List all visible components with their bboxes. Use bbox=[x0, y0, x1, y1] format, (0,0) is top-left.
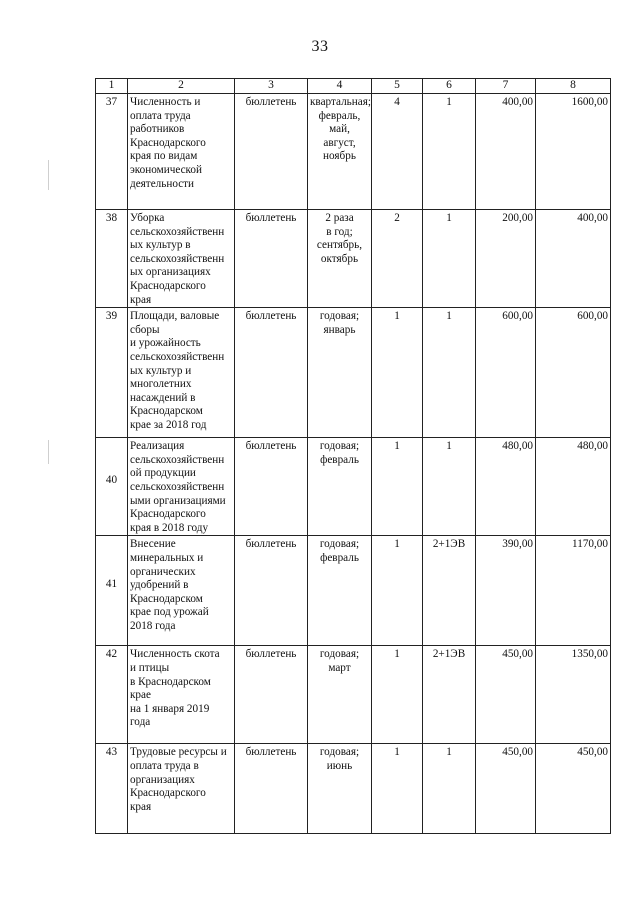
publication-name-line: минеральных и bbox=[130, 551, 204, 564]
issue-count: 2 bbox=[372, 210, 423, 308]
header-cell-8: 8 bbox=[536, 79, 611, 94]
publication-period-line: ноябрь bbox=[323, 150, 356, 163]
total-price: 480,00 bbox=[536, 438, 611, 536]
table-row bbox=[96, 744, 611, 834]
publication-name-line: сельскохозяйственн bbox=[130, 252, 225, 265]
publication-name-line: сельскохозяйственн bbox=[130, 350, 225, 363]
publication-name-line: края bbox=[130, 293, 152, 306]
publication-type: бюллетень bbox=[235, 438, 308, 536]
publication-period-line: февраль bbox=[320, 453, 359, 466]
table-row bbox=[96, 536, 611, 646]
table-header-row bbox=[96, 79, 611, 94]
header-cell-3: 3 bbox=[235, 79, 308, 94]
publication-period bbox=[308, 94, 372, 210]
publication-period-line: март bbox=[328, 661, 351, 674]
publication-period-line: сентябрь, bbox=[316, 239, 363, 252]
header-cell-2: 2 bbox=[128, 79, 235, 94]
publication-name-line: работников bbox=[130, 123, 185, 136]
row-number: 42 bbox=[96, 646, 128, 744]
publication-name-line: края по видам bbox=[130, 150, 198, 163]
publication-name-line: Численность и bbox=[130, 96, 201, 108]
publication-name-line: многолетних bbox=[130, 378, 192, 391]
publication-name-line: сельскохозяйственн bbox=[130, 453, 225, 466]
copies-count: 1 bbox=[423, 438, 476, 536]
publication-period-line: май, bbox=[329, 123, 350, 136]
total-price: 600,00 bbox=[536, 308, 611, 438]
publication-period-line: годовая; bbox=[319, 440, 360, 453]
total-price: 1350,00 bbox=[536, 646, 611, 744]
row-number: 39 bbox=[96, 308, 128, 438]
publication-period-line: февраль bbox=[320, 551, 359, 564]
publication-type: бюллетень bbox=[235, 94, 308, 210]
publication-type: бюллетень bbox=[235, 210, 308, 308]
issue-count: 1 bbox=[372, 744, 423, 834]
publication-type: бюллетень bbox=[235, 646, 308, 744]
publication-name-line: крае за 2018 год bbox=[130, 418, 207, 431]
row-number: 41 bbox=[96, 536, 128, 646]
publication-name-line: года bbox=[130, 716, 151, 729]
table-row bbox=[96, 210, 611, 308]
table-row bbox=[96, 438, 611, 536]
publication-name-line: Уборка bbox=[130, 212, 165, 224]
publication-name-line: Краснодарского bbox=[130, 136, 206, 149]
publication-name-line: Краснодарского bbox=[130, 279, 206, 292]
publication-name-line: сборы bbox=[130, 323, 160, 336]
issue-count: 1 bbox=[372, 308, 423, 438]
total-price: 1600,00 bbox=[536, 94, 611, 210]
publication-period-line: квартальная; bbox=[310, 96, 371, 108]
copies-count: 1 bbox=[423, 308, 476, 438]
table-row bbox=[96, 308, 611, 438]
publication-period-line: февраль, bbox=[318, 109, 361, 122]
publication-name-line: органических bbox=[130, 565, 196, 578]
publication-name bbox=[128, 646, 235, 744]
header-cell-7: 7 bbox=[476, 79, 536, 94]
publication-name-line: оплата труда в bbox=[130, 759, 199, 772]
publication-name-line: ыми организациями bbox=[130, 494, 226, 507]
copies-count: 1 bbox=[423, 210, 476, 308]
publication-name bbox=[128, 438, 235, 536]
issue-count: 1 bbox=[372, 536, 423, 646]
publication-name bbox=[128, 744, 235, 834]
publication-name-line: на 1 января 2019 bbox=[130, 702, 210, 715]
publication-name-line: ых культур в bbox=[130, 239, 191, 252]
row-number: 38 bbox=[96, 210, 128, 308]
publication-name-line: Краснодарского bbox=[130, 787, 206, 800]
publication-name-line: Краснодарском bbox=[130, 592, 203, 605]
publication-name-line: насаждений в bbox=[130, 391, 196, 404]
publication-name-line: удобрений в bbox=[130, 579, 189, 592]
unit-price: 600,00 bbox=[476, 308, 536, 438]
publication-period-line: июнь bbox=[326, 759, 353, 772]
publication-name-line: 2018 года bbox=[130, 619, 176, 632]
publication-name-line: Численность скота bbox=[130, 648, 220, 661]
publication-name-line: сельскохозяйственн bbox=[130, 225, 225, 238]
copies-count: 2+1ЭВ bbox=[423, 646, 476, 744]
header-cell-1: 1 bbox=[96, 79, 128, 94]
statistics-table bbox=[95, 78, 611, 834]
publication-name-line: в Краснодарском bbox=[130, 675, 211, 688]
publication-period-line: годовая; bbox=[319, 310, 360, 323]
publication-name bbox=[128, 308, 235, 438]
unit-price: 480,00 bbox=[476, 438, 536, 536]
publication-period bbox=[308, 210, 372, 308]
publication-name-line: деятельности bbox=[130, 177, 195, 190]
publication-period bbox=[308, 744, 372, 834]
publication-name bbox=[128, 210, 235, 308]
publication-name-line: Площади, валовые bbox=[130, 310, 220, 323]
publication-name-line: Краснодарского bbox=[130, 508, 206, 521]
publication-name-line: ой продукции bbox=[130, 467, 196, 480]
publication-type: бюллетень bbox=[235, 536, 308, 646]
publication-period-line: январь bbox=[323, 323, 356, 336]
header-cell-5: 5 bbox=[372, 79, 423, 94]
publication-period bbox=[308, 308, 372, 438]
publication-name-line: крае bbox=[130, 689, 151, 702]
total-price: 450,00 bbox=[536, 744, 611, 834]
publication-name-line: крае под урожай bbox=[130, 606, 209, 619]
publication-name-line: экономической bbox=[130, 163, 202, 176]
publication-name-line: Реализация bbox=[130, 440, 185, 453]
issue-count: 1 bbox=[372, 438, 423, 536]
unit-price: 200,00 bbox=[476, 210, 536, 308]
copies-count: 1 bbox=[423, 744, 476, 834]
publication-name-line: оплата труда bbox=[130, 109, 191, 122]
total-price: 400,00 bbox=[536, 210, 611, 308]
publication-name-line: ых организациях bbox=[130, 266, 211, 279]
table-row bbox=[96, 94, 611, 210]
row-number: 37 bbox=[96, 94, 128, 210]
copies-count: 2+1ЭВ bbox=[423, 536, 476, 646]
publication-period-line: 2 раза bbox=[325, 212, 354, 224]
publication-type: бюллетень bbox=[235, 308, 308, 438]
publication-period-line: август, bbox=[323, 136, 356, 149]
publication-name-line: и птицы bbox=[130, 661, 170, 674]
unit-price: 400,00 bbox=[476, 94, 536, 210]
publication-period-line: в год; bbox=[326, 225, 353, 238]
page-number: 33 bbox=[311, 38, 329, 55]
header-cell-4: 4 bbox=[308, 79, 372, 94]
row-number: 40 bbox=[96, 438, 128, 536]
copies-count: 1 bbox=[423, 94, 476, 210]
scan-margin-mark bbox=[48, 160, 49, 190]
table-row bbox=[96, 646, 611, 744]
unit-price: 450,00 bbox=[476, 646, 536, 744]
issue-count: 4 bbox=[372, 94, 423, 210]
issue-count: 1 bbox=[372, 646, 423, 744]
publication-name-line: организациях bbox=[130, 773, 195, 786]
publication-name-line: Краснодарском bbox=[130, 405, 203, 418]
publication-name-line: и урожайность bbox=[130, 337, 201, 350]
publication-name-line: края bbox=[130, 800, 152, 813]
unit-price: 450,00 bbox=[476, 744, 536, 834]
publication-name-line: ых культур и bbox=[130, 364, 192, 377]
publication-name-line: Внесение bbox=[130, 538, 176, 551]
unit-price: 390,00 bbox=[476, 536, 536, 646]
scan-margin-mark bbox=[48, 440, 49, 464]
publication-name-line: сельскохозяйственн bbox=[130, 480, 225, 493]
publication-period bbox=[308, 646, 372, 744]
publication-period bbox=[308, 438, 372, 536]
publication-period bbox=[308, 536, 372, 646]
publication-period-line: годовая; bbox=[319, 648, 360, 661]
publication-period-line: октябрь bbox=[320, 252, 359, 265]
publication-type: бюллетень bbox=[235, 744, 308, 834]
row-number: 43 bbox=[96, 744, 128, 834]
header-cell-6: 6 bbox=[423, 79, 476, 94]
publication-period-line: годовая; bbox=[319, 538, 360, 551]
publication-name-line: Трудовые ресурсы и bbox=[130, 746, 227, 759]
publication-name bbox=[128, 94, 235, 210]
publication-period-line: годовая; bbox=[319, 746, 360, 759]
publication-name-line: края в 2018 году bbox=[130, 521, 209, 534]
publication-name bbox=[128, 536, 235, 646]
total-price: 1170,00 bbox=[536, 536, 611, 646]
